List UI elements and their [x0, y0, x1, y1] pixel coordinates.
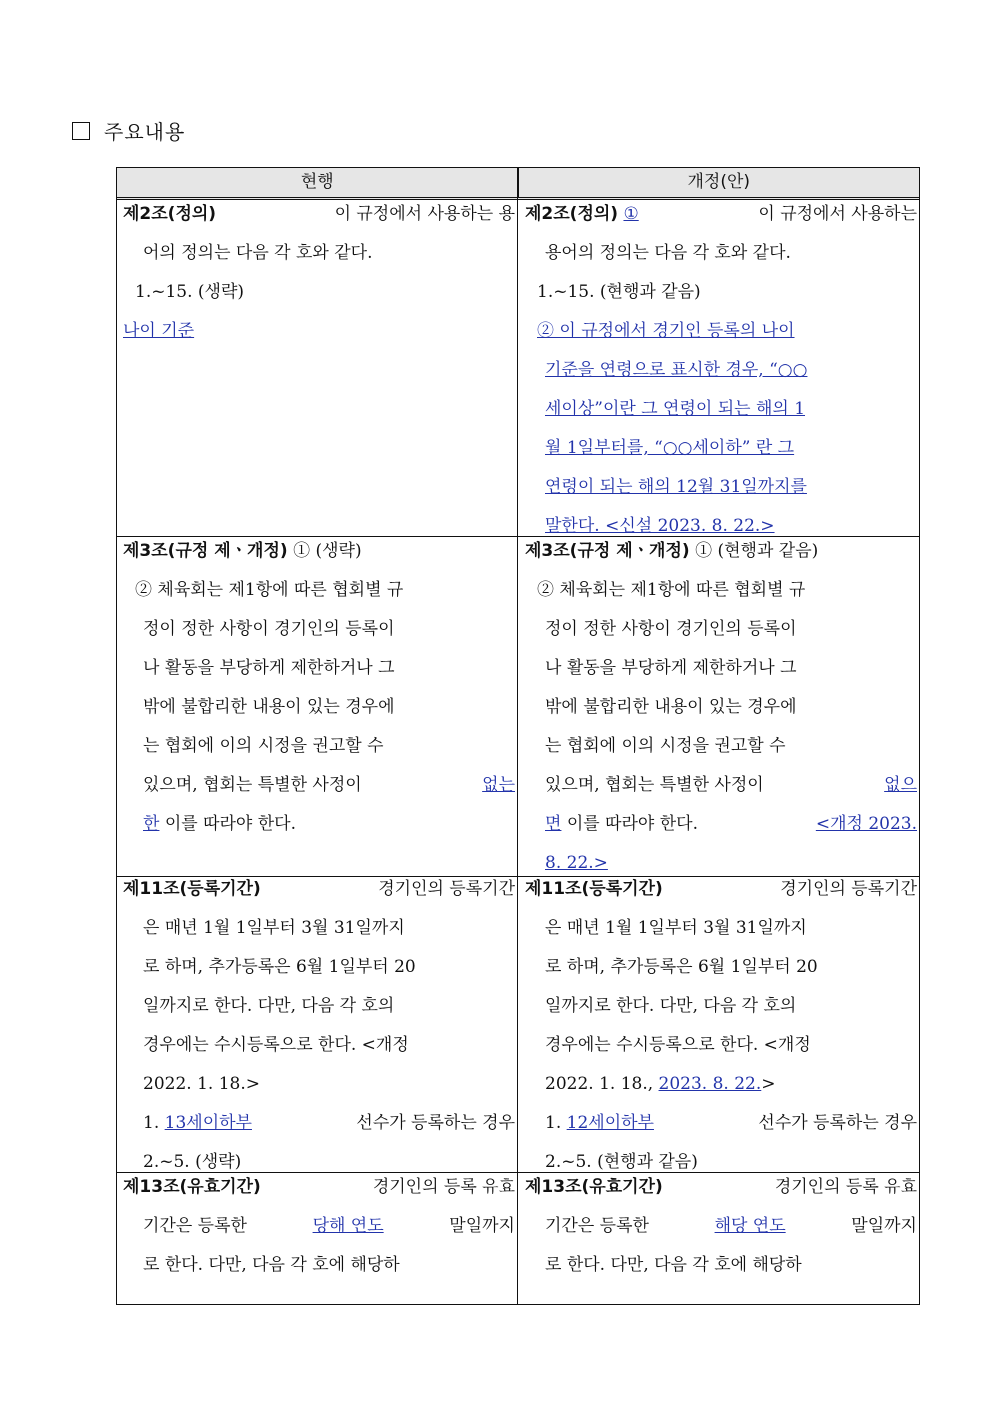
- text-segment: 경기인의 등록기간: [780, 879, 917, 899]
- text-line: [123, 610, 515, 649]
- text-line: [525, 948, 917, 987]
- amended-text: 세이상”이란 그 연령이 되는 해의 1: [545, 399, 806, 419]
- text-segment: 로 하며, 추가등록은 6월 1일부터 20: [143, 957, 416, 977]
- text-segment: 기간은 등록한: [143, 1216, 247, 1236]
- article-title: 제2조(정의): [525, 204, 619, 224]
- art3-current: [123, 532, 515, 844]
- text-line: [525, 234, 917, 273]
- text-line: [123, 909, 515, 948]
- amended-text: ①: [623, 204, 639, 224]
- text-line: [123, 1207, 515, 1246]
- text-line: [123, 571, 515, 610]
- amended-text: ② 이 규정에서 경기인 등록의 나이: [537, 321, 795, 341]
- text-segment: 로 한다. 다만, 다음 각 호에 해당하: [143, 1255, 400, 1275]
- text-segment: 이를 따라야 한다.: [566, 814, 699, 834]
- text-line: [525, 195, 917, 234]
- text-line: [123, 1065, 515, 1104]
- text-line: [525, 1104, 917, 1143]
- amended-text: 나이 기준: [123, 321, 195, 341]
- text-line: [525, 805, 917, 844]
- text-line: [123, 987, 515, 1026]
- amended-text: 해당 연도: [714, 1216, 786, 1236]
- text-segment: 있으며, 협회는 특별한 사정이: [143, 775, 362, 795]
- text-segment: 1.~15. (현행과 같음): [537, 282, 701, 302]
- text-line: [525, 610, 917, 649]
- text-segment: 은 매년 1월 1일부터 3월 31일까지: [143, 918, 405, 938]
- amended-text: 면: [545, 814, 562, 834]
- comparison-table: [116, 167, 920, 1305]
- text-line: [525, 571, 917, 610]
- text-segment: 일까지로 한다. 다만, 다음 각 호의: [545, 996, 797, 1016]
- art11-current: [123, 870, 515, 1182]
- text-segment: 경우에는 수시등록으로 한다. <개정: [545, 1035, 811, 1055]
- art11-revised: [525, 870, 917, 1182]
- text-line: [123, 273, 515, 312]
- text-line: [123, 1168, 515, 1207]
- text-line: [525, 1168, 917, 1207]
- text-line: [123, 727, 515, 766]
- text-segment: 2022. 1. 18.>: [143, 1074, 260, 1094]
- text-segment: 1.: [143, 1113, 160, 1133]
- text-segment: 어의 정의는 다음 각 호와 같다.: [143, 243, 373, 263]
- art13-revised: [525, 1168, 917, 1285]
- text-segment: 로 한다. 다만, 다음 각 호에 해당하: [545, 1255, 802, 1275]
- column-revised: 개정(안): [687, 172, 751, 192]
- text-segment: 정이 정한 사항이 경기인의 등록이: [143, 619, 395, 639]
- text-segment: ② 체육회는 제1항에 따른 협회별 규: [135, 580, 404, 600]
- text-line: [525, 312, 917, 351]
- article-title: 제13조(유효기간): [123, 1177, 261, 1197]
- text-line: [123, 766, 515, 805]
- amended-text: 기준을 연령으로 표시한 경우, “○○: [545, 360, 808, 380]
- text-line: [525, 870, 917, 909]
- text-segment: 로 하며, 추가등록은 6월 1일부터 20: [545, 957, 818, 977]
- text-segment: 는 협회에 이의 시정을 권고할 수: [143, 736, 384, 756]
- text-line: [525, 766, 917, 805]
- text-segment: [143, 1104, 252, 1143]
- text-line: [123, 870, 515, 909]
- art2-current: [123, 195, 515, 351]
- checkbox-square-icon: [72, 122, 90, 140]
- article-title: 제3조(규정 제ㆍ개정): [123, 541, 288, 561]
- text-line: [525, 273, 917, 312]
- article-title: 제13조(유효기간): [525, 1177, 663, 1197]
- text-segment: ② 체육회는 제1항에 따른 협회별 규: [537, 580, 806, 600]
- text-segment: 1.: [545, 1113, 562, 1133]
- text-segment: 이 규정에서 사용하는: [758, 204, 917, 224]
- text-segment: ① (생략): [293, 541, 362, 561]
- text-line: [123, 1026, 515, 1065]
- text-segment: 는 협회에 이의 시정을 권고할 수: [545, 736, 786, 756]
- section-heading: [72, 116, 185, 145]
- text-line: [525, 1207, 917, 1246]
- text-segment: 2022. 1. 18.,: [545, 1074, 654, 1094]
- text-segment: 말일까지: [851, 1216, 917, 1236]
- text-line: [525, 429, 917, 468]
- text-segment: 말일까지: [449, 1216, 515, 1236]
- text-segment: 용어의 정의는 다음 각 호와 같다.: [545, 243, 791, 263]
- text-segment: 경기인의 등록 유효: [774, 1177, 917, 1197]
- text-segment: 경기인의 등록기간: [378, 879, 515, 899]
- art13-current: [123, 1168, 515, 1285]
- text-segment: 1.~15. (생략): [135, 282, 245, 302]
- text-segment: ① (현행과 같음): [695, 541, 819, 561]
- text-segment: 밖에 불합리한 내용이 있는 경우에: [545, 697, 797, 717]
- text-segment: >: [761, 1074, 776, 1094]
- text-segment: 일까지로 한다. 다만, 다음 각 호의: [143, 996, 395, 1016]
- amended-text: 2023. 8. 22.: [658, 1074, 762, 1094]
- article-title: 제11조(등록기간): [123, 879, 261, 899]
- amended-text: 연령이 되는 해의 12월 31일까지를: [545, 477, 807, 497]
- text-segment: [545, 1104, 654, 1143]
- text-line: [525, 688, 917, 727]
- text-line: [123, 1246, 515, 1285]
- text-segment: 이를 따라야 한다.: [164, 814, 297, 834]
- text-line: [525, 987, 917, 1026]
- text-line: [123, 312, 515, 351]
- text-segment: 있으며, 협회는 특별한 사정이: [545, 775, 764, 795]
- text-line: [525, 649, 917, 688]
- article-title: 제2조(정의): [123, 204, 217, 224]
- column-divider: [517, 168, 518, 1304]
- text-line: [123, 948, 515, 987]
- text-segment: 선수가 등록하는 경우: [758, 1113, 917, 1133]
- amended-text: 없으: [884, 775, 917, 795]
- text-segment: 이 규정에서 사용하는 용: [334, 204, 515, 224]
- text-line: [525, 468, 917, 507]
- amended-text: 8. 22.>: [545, 853, 608, 873]
- article-title: 제3조(규정 제ㆍ개정): [525, 541, 690, 561]
- amended-text: 월 1일부터를, “○○세이하” 란 그: [545, 438, 795, 458]
- text-segment: 은 매년 1월 1일부터 3월 31일까지: [545, 918, 807, 938]
- section-title: 주요내용: [104, 120, 186, 144]
- text-line: [525, 1246, 917, 1285]
- amended-text: 말한다. <신설 2023. 8. 22.>: [545, 516, 775, 536]
- text-segment: 2.~5. (생략): [143, 1152, 242, 1172]
- text-segment: 선수가 등록하는 경우: [356, 1113, 515, 1133]
- text-line: [123, 234, 515, 273]
- art3-revised: [525, 532, 917, 883]
- amended-text: 13세이하부: [164, 1113, 252, 1133]
- amended-text: 12세이하부: [566, 1113, 654, 1133]
- text-line: [525, 909, 917, 948]
- amended-text: <개정 2023.: [815, 814, 917, 834]
- text-line: [525, 532, 917, 571]
- amended-text: 없는: [482, 775, 515, 795]
- text-segment: 경우에는 수시등록으로 한다. <개정: [143, 1035, 409, 1055]
- amended-text: 당해 연도: [312, 1216, 384, 1236]
- text-line: [525, 351, 917, 390]
- text-line: [123, 805, 515, 844]
- text-segment: 기간은 등록한: [545, 1216, 649, 1236]
- text-line: [525, 1065, 917, 1104]
- text-line: [123, 195, 515, 234]
- amended-text: 한: [143, 814, 160, 834]
- text-line: [123, 649, 515, 688]
- text-line: [123, 688, 515, 727]
- text-segment: 밖에 불합리한 내용이 있는 경우에: [143, 697, 395, 717]
- text-segment: 나 활동을 부당하게 제한하거나 그: [143, 658, 395, 678]
- text-line: [525, 727, 917, 766]
- text-segment: 정이 정한 사항이 경기인의 등록이: [545, 619, 797, 639]
- text-line: [123, 532, 515, 571]
- text-segment: [545, 805, 698, 844]
- article-title: 제11조(등록기간): [525, 879, 663, 899]
- text-segment: 나 활동을 부당하게 제한하거나 그: [545, 658, 797, 678]
- text-segment: 2.~5. (현행과 같음): [545, 1152, 698, 1172]
- text-segment: 경기인의 등록 유효: [372, 1177, 515, 1197]
- text-line: [525, 1026, 917, 1065]
- column-current: 현행: [117, 168, 519, 197]
- text-segment: [525, 195, 639, 234]
- text-line: [123, 1104, 515, 1143]
- text-line: [525, 390, 917, 429]
- art2-revised: [525, 195, 917, 546]
